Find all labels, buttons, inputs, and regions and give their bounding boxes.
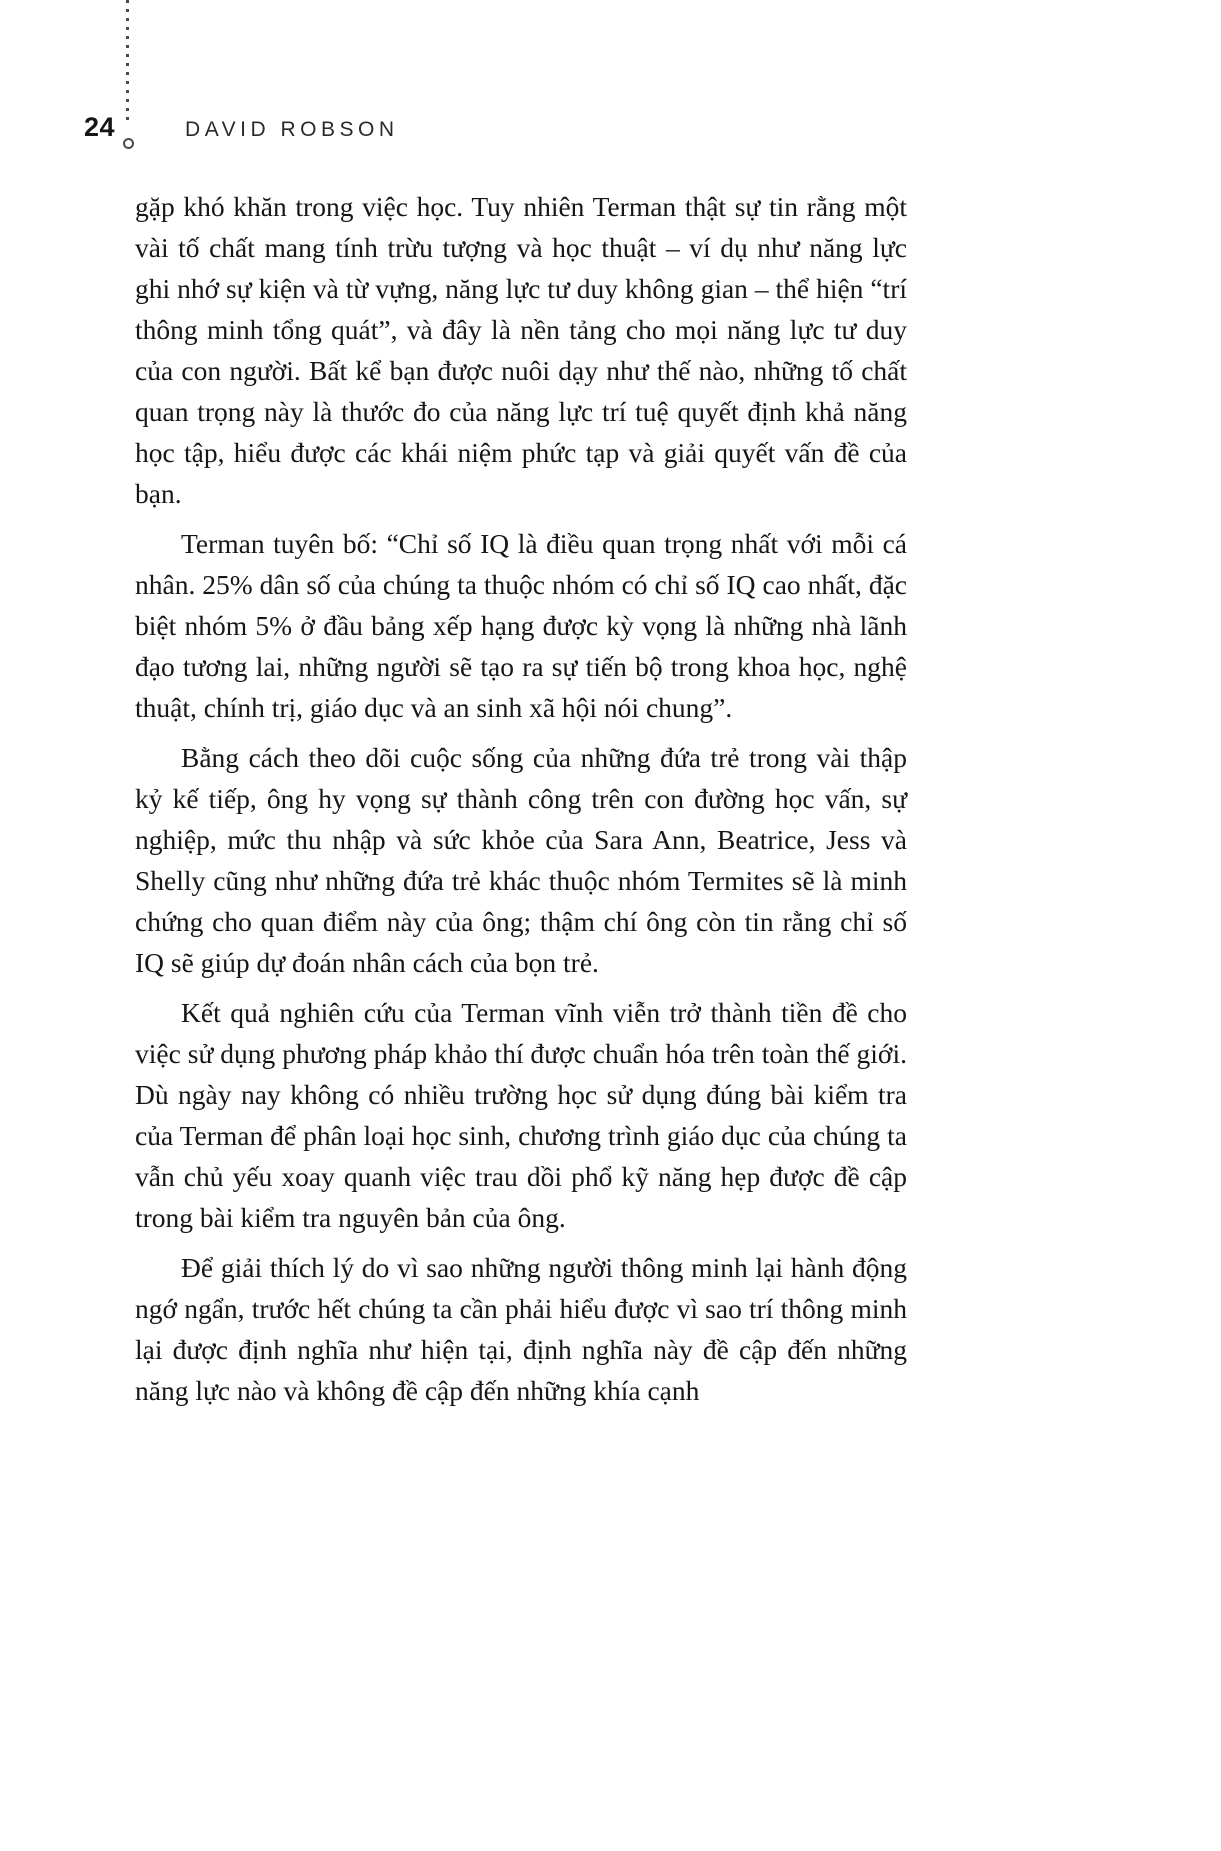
ornament-dotted-line [126, 0, 129, 126]
body-paragraph: Bằng cách theo dõi cuộc sống của những đứa trẻ trong vài thập kỷ kế tiếp, ông hy vọng sự thành công trên con đường học vấn, sự nghiệp, mức thu nhập và sức khỏe của Sara Ann, Beatrice, Jess và Shelly cũng như những đứa trẻ khác thuộc nhóm Termites sẽ là minh chứng cho quan điểm này của ông; thậm chí ông còn tin rằng chỉ số IQ sẽ giúp dự đoán nhân cách của bọn trẻ. [135, 742, 907, 978]
page-number: 24 [84, 112, 116, 142]
page-body [135, 186, 907, 1411]
body-paragraph: Để giải thích lý do vì sao những người thông minh lại hành động ngớ ngẩn, trước hết chúng ta cần phải hiểu được vì sao trí thông minh lại được định nghĩa như hiện tại, định nghĩa này đề cập đến những năng lực nào và không đề cập đến những khía cạnh [135, 1252, 907, 1406]
running-header-row [84, 112, 399, 143]
running-header: DAVID ROBSON [185, 118, 399, 141]
body-paragraph: Kết quả nghiên cứu của Terman vĩnh viễn trở thành tiền đề cho việc sử dụng phương pháp khảo thí được chuẩn hóa trên toàn thế giới. Dù ngày nay không có nhiều trường học sử dụng đúng bài kiểm tra của Terman để phân loại học sinh, chương trình giáo dục của chúng ta vẫn chủ yếu xoay quanh việc trau dồi phổ kỹ năng hẹp được đề cập trong bài kiểm tra nguyên bản của ông. [135, 997, 907, 1233]
body-paragraph: Terman tuyên bố: “Chỉ số IQ là điều quan trọng nhất với mỗi cá nhân. 25% dân số của chúng ta thuộc nhóm có chỉ số IQ cao nhất, đặc biệt nhóm 5% ở đầu bảng xếp hạng được kỳ vọng là những nhà lãnh đạo tương lai, những người sẽ tạo ra sự tiến bộ trong khoa học, nghệ thuật, chính trị, giáo dục và an sinh xã hội nói chung”. [135, 528, 907, 723]
body-paragraph: gặp khó khăn trong việc học. Tuy nhiên Terman thật sự tin rằng một vài tố chất mang tính trừu tượng và học thuật – ví dụ như năng lực ghi nhớ sự kiện và từ vựng, năng lực tư duy không gian – thể hiện “trí thông minh tổng quát”, và đây là nền tảng cho mọi năng lực tư duy của con người. Bất kể bạn được nuôi dạy như thế nào, những tố chất quan trọng này là thước đo của năng lực trí tuệ quyết định khả năng học tập, hiểu được các khái niệm phức tạp và giải quyết vấn đề của bạn. [135, 191, 907, 509]
